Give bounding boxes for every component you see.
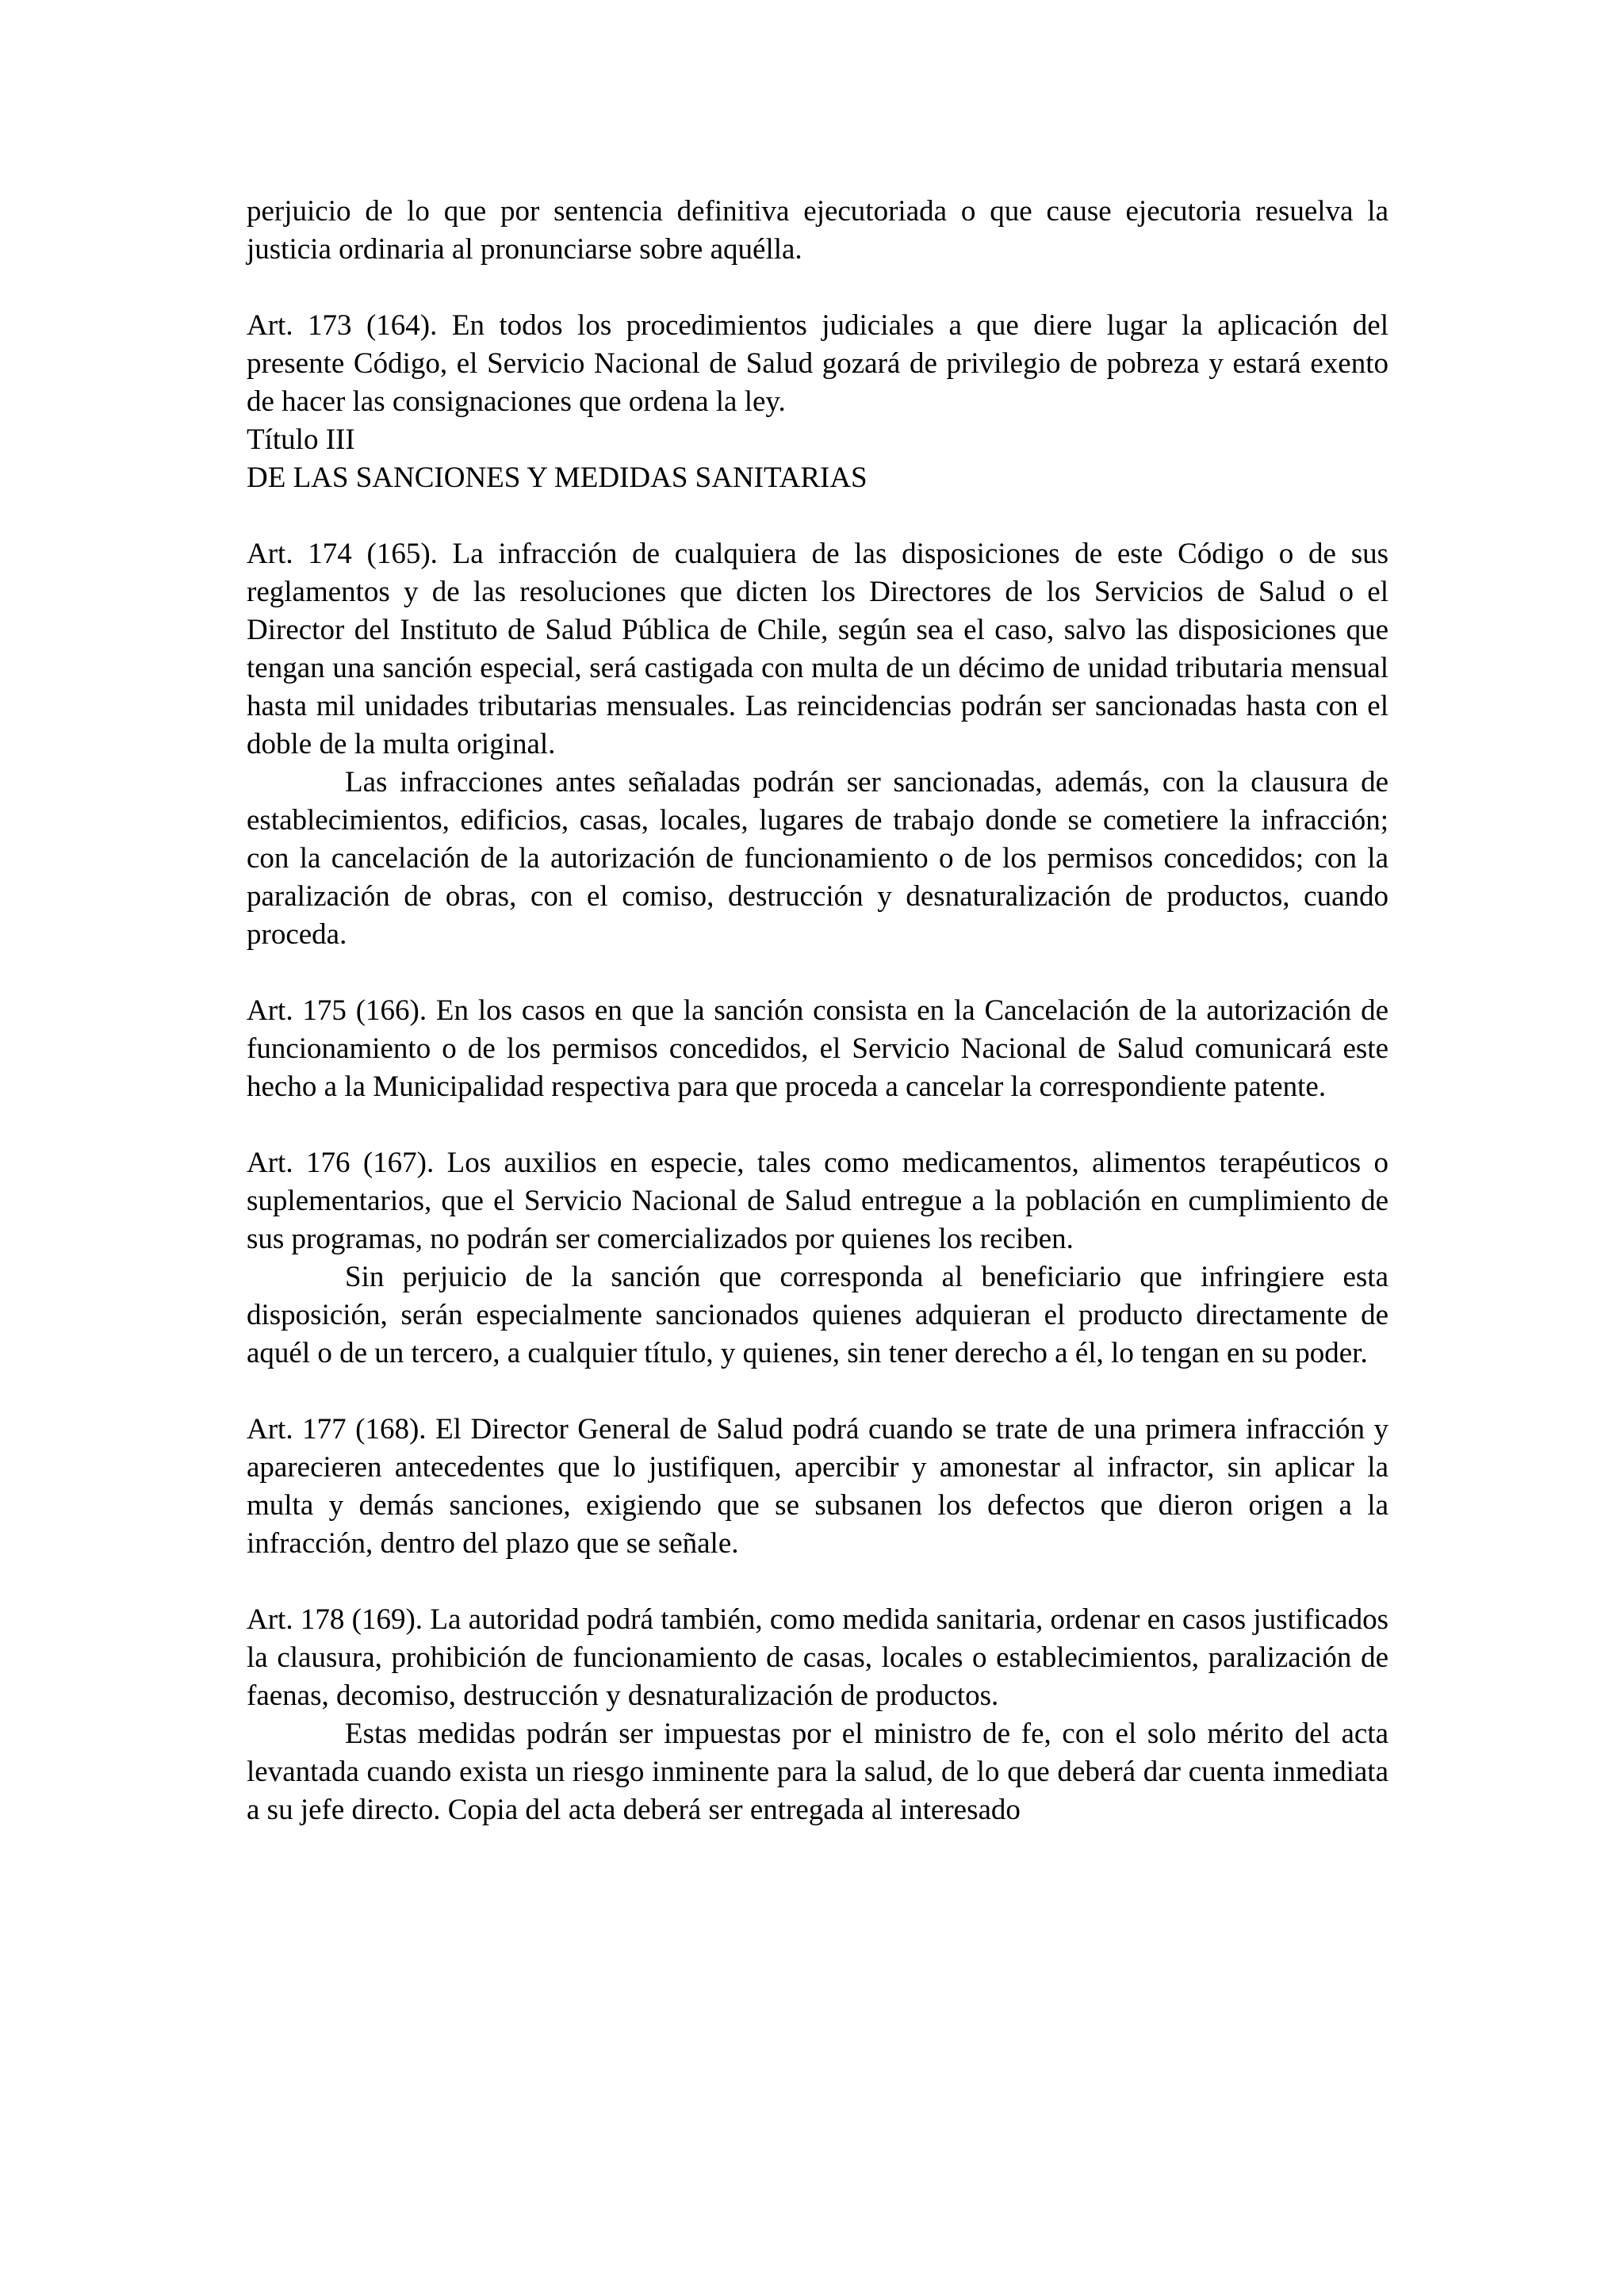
article-174: Art. 174 (165). La infracción de cualquiera de las disposiciones de este Código o de sus reglamentos y de las resoluciones que dicten los Directores de los Servicios de Salud o el Director del Instituto de Salud Pública de Chile, según sea el caso, salvo las disposiciones que tengan una sanción especial, será castigada con multa de un décimo de unidad tributaria mensual hasta mil unidades tributarias mensuales. Las reincidencias podrán ser sancionadas hasta con el doble de la multa original. [247, 538, 1388, 760]
document-page [247, 193, 1388, 1829]
article-178-paragraph-2: Estas medidas podrán ser impuestas por el ministro de fe, con el solo mérito del acta levantada cuando exista un riesgo inminente para la salud, de lo que deberá dar cuenta inmediata a su jefe directo. Copia del acta deberá ser entregada al interesado [247, 1718, 1388, 1826]
title-heading: Título III [247, 423, 355, 456]
paragraph-continuation: perjuicio de lo que por sentencia definitiva ejecutoriada o que cause ejecutoria resuelva la justicia ordinaria al pronunciarse sobre aquélla. [247, 195, 1388, 266]
article-177: Art. 177 (168). El Director General de Salud podrá cuando se trate de una primera infracción y aparecieren antecedentes que lo justifiquen, apercibir y amonestar al infractor, sin aplicar la multa y demás sanciones, exigiendo que se subsanen los defectos que dieron origen a la infracción, dentro del plazo que se señale. [247, 1413, 1388, 1560]
article-178: Art. 178 (169). La autoridad podrá también, como medida sanitaria, ordenar en casos justificados la clausura, prohibición de funcionamiento de casas, locales o establecimientos, paralización de faenas, decomiso, destrucción y desnaturalización de productos. [247, 1603, 1388, 1712]
article-175: Art. 175 (166). En los casos en que la sanción consista en la Cancelación de la autorización de funcionamiento o de los permisos concedidos, el Servicio Nacional de Salud comunicará este hecho a la Municipalidad respectiva para que proceda a cancelar la correspondiente patente. [247, 994, 1388, 1103]
article-173: Art. 173 (164). En todos los procedimientos judiciales a que diere lugar la aplicación del presente Código, el Servicio Nacional de Salud gozará de privilegio de pobreza y estará exento de hacer las consignaciones que ordena la ley. [247, 309, 1388, 418]
article-174-paragraph-2: Las infracciones antes señaladas podrán ser sancionadas, además, con la clausura de establecimientos, edificios, casas, locales, lugares de trabajo donde se cometiere la infracción; con la cancelación de la autorización de funcionamiento o de los permisos concedidos; con la paralización de obras, con el comiso, destrucción y desnaturalización de productos, cuando proceda. [247, 766, 1388, 951]
article-176: Art. 176 (167). Los auxilios en especie, tales como medicamentos, alimentos terapéuticos o suplementarios, que el Servicio Nacional de Salud entregue a la población en cumplimiento de sus programas, no podrán ser comercializados por quienes los reciben. [247, 1147, 1388, 1255]
section-heading: DE LAS SANCIONES Y MEDIDAS SANITARIAS [247, 461, 868, 494]
article-176-paragraph-2: Sin perjuicio de la sanción que corresponda al beneficiario que infringiere esta disposición, serán especialmente sancionados quienes adquieran el producto directamente de aquél o de un tercero, a cualquier título, y quienes, sin tener derecho a él, lo tengan en su poder. [247, 1261, 1388, 1369]
